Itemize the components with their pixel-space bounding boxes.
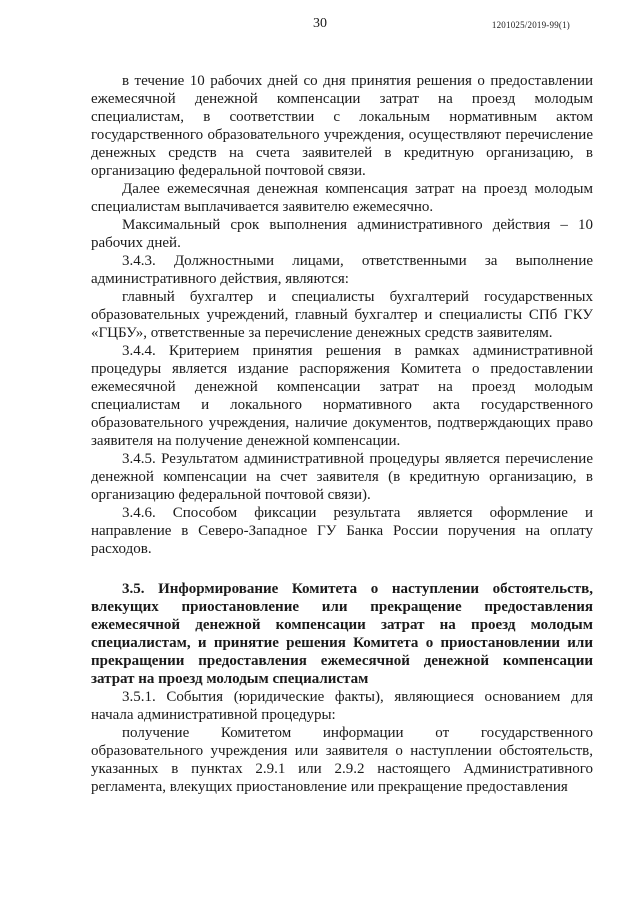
paragraph-3-4-4: 3.4.4. Критерием принятия решения в рамках административной процедуры является издание распоряжения Комитета о предоставлении ежемесячной денежной компенсации затрат на проезд молодым специалистам и локального нормативного акта государственного образовательного учреждения, наличие документов, подтверждающих право заявителя на получение денежной компенсации.	[91, 343, 593, 449]
section-heading-3-5: 3.5. Информирование Комитета о наступлении обстоятельств, влекущих приостановление или прекращение предоставления ежемесячной денежной компенсации затрат на проезд молодым специалистам, и принятие решения Комитета о приостановлении или прекращении предоставления ежемесячной денежной компенсации затрат на проезд молодым специалистам	[91, 581, 593, 687]
document-code: 1201025/2019-99(1)	[491, 20, 570, 30]
document-body	[91, 72, 593, 796]
paragraph-responsible-persons: главный бухгалтер и специалисты бухгалтерий государственных образовательных учреждений, главный бухгалтер и специалисты СПб ГКУ «ГЦБУ», ответственные за перечисление денежных средств заявителям.	[91, 289, 593, 341]
paragraph-3-4-3: 3.4.3. Должностными лицами, ответственными за выполнение административного действия, являются:	[91, 253, 593, 287]
paragraph-transfer-deadline: в течение 10 рабочих дней со дня принятия решения о предоставлении ежемесячной денежной компенсации затрат на проезд молодым специалистам, в соответствии с локальным нормативным актом государственного образовательного учреждения, осуществляют перечисление денежных средств на счета заявителей в кредитную организацию, в организацию федеральной почтовой связи.	[91, 73, 593, 179]
paragraph-3-4-5: 3.4.5. Результатом административной процедуры является перечисление денежной компенсации на счет заявителя (в кредитную организацию, в организацию федеральной почтовой связи).	[91, 451, 593, 503]
paragraph-3-5-1: 3.5.1. События (юридические факты), являющиеся основанием для начала административной процедуры:	[91, 689, 593, 723]
section-spacer	[91, 558, 593, 580]
page-number: 30	[313, 16, 327, 31]
paragraph-monthly-payment: Далее ежемесячная денежная компенсация затрат на проезд молодым специалистам выплачивается заявителю ежемесячно.	[91, 181, 593, 215]
paragraph-max-term: Максимальный срок выполнения административного действия – 10 рабочих дней.	[91, 217, 593, 251]
paragraph-receiving-information: получение Комитетом информации от государственного образовательного учреждения или заявителя о наступлении обстоятельств, указанных в пунктах 2.9.1 или 2.9.2 настоящего Административного регламента, влекущих приостановление или прекращение предоставления	[91, 725, 593, 795]
paragraph-3-4-6: 3.4.6. Способом фиксации результата является оформление и направление в Северо-Западное ГУ Банка России поручения на оплату расходов.	[91, 505, 593, 557]
